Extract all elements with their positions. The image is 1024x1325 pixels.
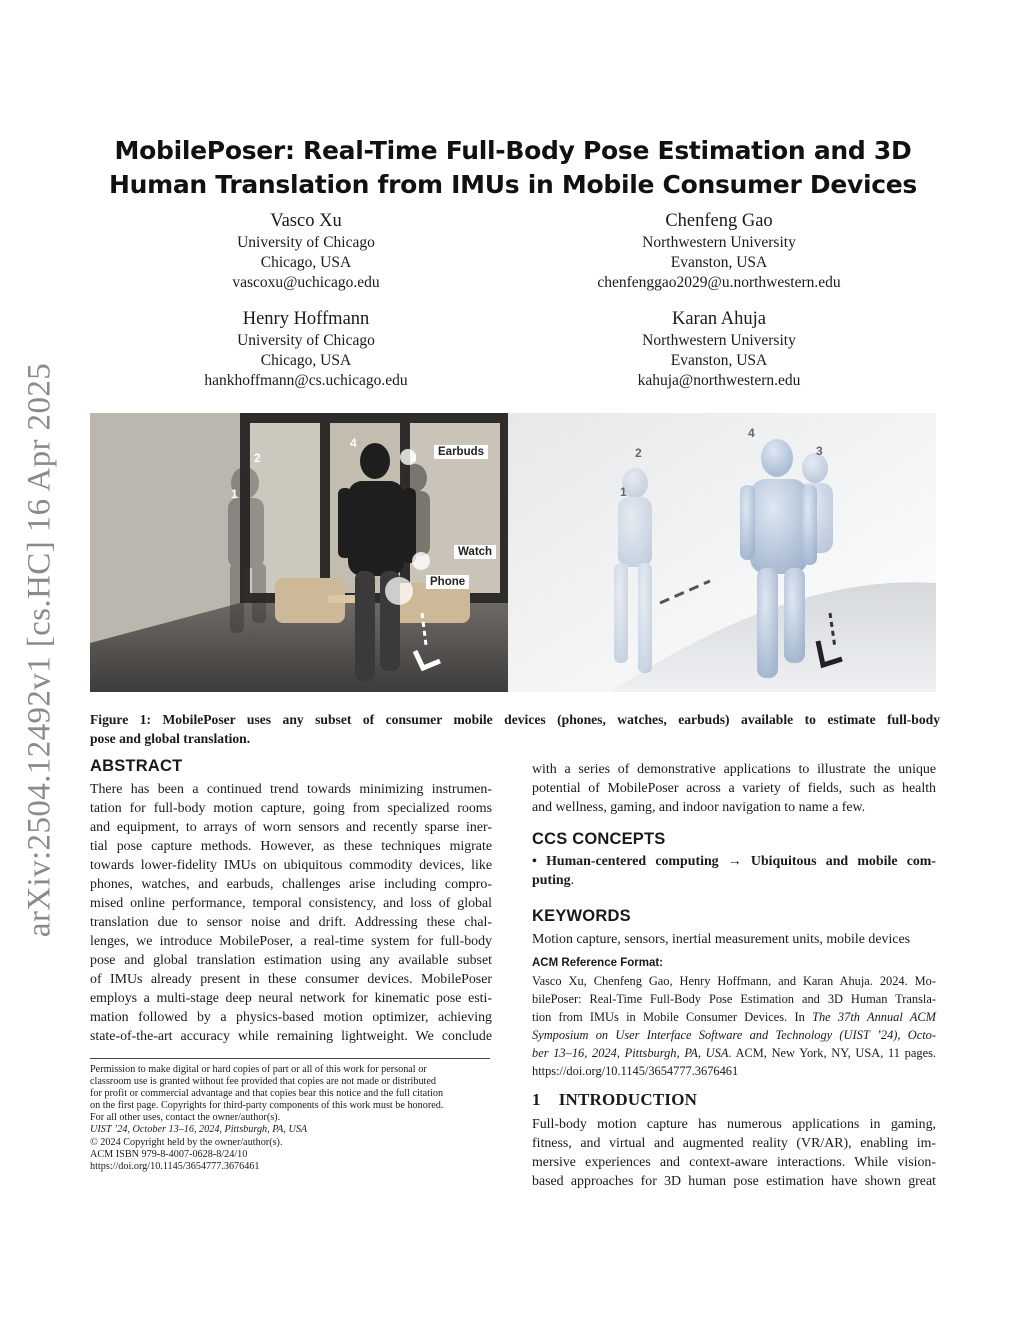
section-number: 1 <box>532 1090 541 1109</box>
abstract-line: mised online performance, temporal consistency, and loss of global <box>90 896 492 911</box>
author-block-2 <box>539 209 899 293</box>
abstract-line: towards lower-fidelity IMUs on ubiquitous commodity devices, like <box>90 858 492 873</box>
introduction-heading <box>532 1090 697 1110</box>
earbuds-label: Earbuds <box>434 445 488 459</box>
pose-number-3: 3 <box>410 451 417 465</box>
abstract-line: lenges, we introduce MobilePoser, a real-time system for full-body <box>90 934 492 949</box>
footnote-line: classroom use is granted without fee provided that copies are not made or distributed <box>90 1076 436 1088</box>
author-name: Karan Ahuja <box>671 309 766 329</box>
author-email: chenfenggao2029@u.northwestern.edu <box>597 274 841 291</box>
caption-line: Figure 1: MobilePoser uses any subset of consumer mobile devices (phones, watches, earbuds) available to estimate full-body <box>90 712 940 727</box>
introduction-line: fitness, and virtual and augmented reality (VR/AR), enabling im- <box>532 1136 936 1151</box>
author-location: Evanston, USA <box>670 352 768 369</box>
avatar-number-1: 1 <box>620 485 627 499</box>
keywords-text <box>532 930 936 949</box>
abstract-text <box>90 780 492 1046</box>
abstract-line: and wellness, gaming, and indoor navigation to name a few. <box>532 800 866 815</box>
ccs-concepts <box>532 852 936 890</box>
abstract-line: translation due to sensor noise and drift. Addressing these chal- <box>90 915 492 930</box>
introduction-line: based approaches for 3D human pose estimation have shown great <box>532 1174 936 1189</box>
abstract-continued <box>532 760 936 817</box>
author-affiliation: Northwestern University <box>642 234 796 251</box>
author-location: Chicago, USA <box>260 352 352 369</box>
footnote-line: For all other uses, contact the owner/author(s). <box>90 1112 281 1124</box>
reference-heading: ACM Reference Format: <box>532 957 663 969</box>
reference-format <box>532 972 936 1080</box>
pose-number-4: 4 <box>350 436 357 450</box>
abstract-line: phones, watches, and earbuds, challenges arise including compro- <box>90 877 492 892</box>
footnote-rule <box>90 1058 490 1059</box>
footnote-isbn: ACM ISBN 979-8-4007-0628-8/24/10 <box>90 1148 248 1160</box>
abstract-line: state-of-the-art accuracy while remaining lightweight. We conclude <box>90 1029 492 1044</box>
footnote-copyright: © 2024 Copyright held by the owner/author(s). <box>90 1136 283 1148</box>
reference-line: Symposium on User Interface Software and Technology (UIST ’24), Octo- <box>532 1028 936 1042</box>
introduction-line: mersive experiences and context-aware interactions. While vision- <box>532 1155 936 1170</box>
arxiv-identifier: arXiv:2504.12492v1 [cs.HC] 16 Apr 2025 <box>21 362 58 938</box>
ccs-line: • Human-centered computing → Ubiquitous and mobile com- <box>532 854 936 869</box>
permission-footnote <box>90 1064 495 1173</box>
keywords-heading: KEYWORDS <box>532 907 631 925</box>
author-affiliation: University of Chicago <box>237 234 375 251</box>
introduction-text <box>532 1115 936 1191</box>
teaser-figure-illustration <box>90 413 936 692</box>
author-block-1 <box>126 209 486 293</box>
caption-line: pose and global translation. <box>90 731 251 746</box>
abstract-line: with a series of demonstrative applications to illustrate the unique <box>532 762 936 777</box>
reference-date: ber 13–16, 2024, Pittsburgh, PA, USA <box>532 1046 729 1060</box>
footnote-doi-link[interactable]: https://doi.org/10.1145/3654777.3676461 <box>90 1160 260 1172</box>
author-affiliation: University of Chicago <box>237 332 375 349</box>
footnote-venue: UIST ’24, October 13–16, 2024, Pittsburgh, PA, USA <box>90 1124 308 1136</box>
introduction-line: Full-body motion capture has numerous applications in gaming, <box>532 1117 936 1132</box>
author-location: Chicago, USA <box>260 254 352 271</box>
author-block-3 <box>126 307 486 391</box>
footnote-line: on the first page. Copyrights for third-party components of this work must be honored. <box>90 1100 444 1112</box>
avatar-number-2: 2 <box>635 446 642 460</box>
author-location: Evanston, USA <box>670 254 768 271</box>
keywords-line: Motion capture, sensors, inertial measurement units, mobile devices <box>532 932 911 947</box>
avatar-number-3: 3 <box>816 444 823 458</box>
reference-publisher: . ACM, New York, NY, USA, 11 pages. <box>728 1046 936 1060</box>
paper-title <box>90 134 936 202</box>
footnote-line: Permission to make digital or hard copies of part or all of this work for personal or <box>90 1064 427 1075</box>
abstract-line: There has been a continued trend towards minimizing instrumen- <box>90 782 492 797</box>
abstract-heading: ABSTRACT <box>90 757 183 775</box>
teaser-figure <box>90 413 936 692</box>
reference-line: tion from IMUs in Mobile Consumer Devices. In <box>532 1010 813 1024</box>
avatar-number-4: 4 <box>748 426 755 440</box>
abstract-line: tial pose capture methods. However, as these techniques migrate <box>90 839 492 854</box>
author-affiliation: Northwestern University <box>642 332 796 349</box>
figure-caption <box>90 710 940 748</box>
author-name: Chenfeng Gao <box>665 211 773 231</box>
watch-label: Watch <box>454 545 496 559</box>
abstract-line: mation followed by a physics-based motion optimizer, achieving <box>90 1010 492 1025</box>
pose-number-2: 2 <box>254 451 261 465</box>
abstract-line: and equipment, to arrays of worn sensors and recently sparse iner- <box>90 820 492 835</box>
abstract-line: of IMUs already present in these consumer devices. MobilePoser <box>90 972 492 987</box>
author-name: Henry Hoffmann <box>242 309 370 329</box>
reference-line: bilePoser: Real-Time Full-Body Pose Estimation and 3D Human Transla- <box>532 992 936 1006</box>
abstract-line: employs a multi-stage deep neural network for kinematic pose esti- <box>90 991 492 1006</box>
author-email: kahuja@northwestern.edu <box>637 372 801 389</box>
ccs-period: . <box>570 873 575 888</box>
author-name: Vasco Xu <box>270 211 342 231</box>
footnote-line: for profit or commercial advantage and that copies bear this notice and the full citation <box>90 1088 444 1100</box>
author-email: hankhoffmann@cs.uchicago.edu <box>204 372 408 389</box>
phone-label: Phone <box>426 575 469 589</box>
reference-line: Vasco Xu, Chenfeng Gao, Henry Hoffmann, and Karan Ahuja. 2024. Mo- <box>532 974 936 988</box>
pose-number-1: 1 <box>231 487 238 501</box>
abstract-line: tation for full-body motion capture, going from specialized rooms <box>90 801 492 816</box>
title-line-2: Human Translation from IMUs in Mobile Consumer Devices <box>108 170 918 199</box>
author-block-4 <box>539 307 899 391</box>
reference-doi-link[interactable]: https://doi.org/10.1145/3654777.3676461 <box>532 1064 739 1078</box>
section-title: INTRODUCTION <box>558 1090 698 1109</box>
ccs-heading: CCS CONCEPTS <box>532 830 666 848</box>
abstract-line: pose and global translation estimation using any available subset <box>90 953 492 968</box>
abstract-line: potential of MobilePoser across a variety of fields, such as health <box>532 781 936 796</box>
author-email: vascoxu@uchicago.edu <box>232 274 380 291</box>
title-line-1: MobilePoser: Real-Time Full-Body Pose Estimation and 3D <box>114 136 912 165</box>
ccs-line: puting <box>532 873 571 888</box>
reference-venue: The 37th Annual ACM <box>812 1010 936 1024</box>
